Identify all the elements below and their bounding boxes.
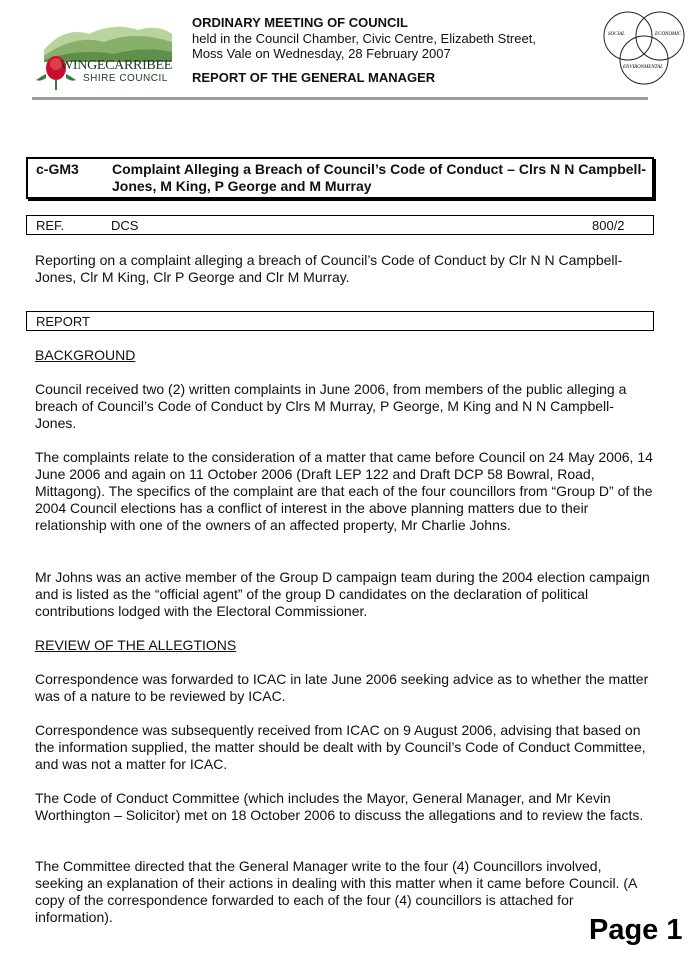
background-heading: BACKGROUND (35, 347, 136, 363)
ref-department: DCS (111, 218, 139, 233)
paragraph-4: Correspondence was forwarded to ICAC in late June 2006 seeking advice as to whether the matter was of a nature to be reviewed by ICAC. (35, 671, 649, 704)
ref-file-number: 800/2 (592, 218, 625, 233)
page-number: Page 1 (589, 914, 683, 946)
report-of-heading: REPORT OF THE GENERAL MANAGER (192, 70, 436, 85)
item-title: Complaint Alleging a Breach of Council’s Code of Conduct – Clrs N N Campbell-Jones, M King, P George and M Murray (112, 161, 646, 194)
venn-social-label: SOCIAL (608, 32, 625, 37)
venn-economic-label: ECONOMIC (655, 32, 682, 37)
sustainability-venn-diagram (598, 8, 690, 88)
paragraph-1: Council received two (2) written complaints in June 2006, from members of the public alleging a breach of Council’s Code of Conduct by Clrs M Murray, P George, M King and N N Campbell-Jones. (35, 381, 627, 431)
item-code: c-GM3 (36, 161, 79, 177)
venue-line-2: Moss Vale on Wednesday, 28 February 2007 (192, 46, 451, 61)
report-label: REPORT (36, 314, 90, 329)
meeting-title: ORDINARY MEETING OF COUNCIL (192, 15, 408, 30)
paragraph-3: Mr Johns was an active member of the Group D campaign team during the 2004 election campaign and is listed as the “official agent” of the group D candidates on the declaration of political contributions lodged with the Electoral Commissioner. (35, 569, 650, 619)
ref-label: REF. (36, 218, 65, 233)
paragraph-6: The Code of Conduct Committee (which includes the Mayor, General Manager, and Mr Kevin Worthington – Solicitor) met on 18 October 2006 to discuss the allegations and to review the facts. (35, 790, 644, 823)
logo-text-line1: WINGECARRIBEE (60, 58, 172, 73)
logo-text-line2: SHIRE COUNCIL (83, 73, 168, 84)
header-divider (32, 97, 648, 100)
review-heading: REVIEW OF THE ALLEGTIONS (35, 637, 237, 653)
venn-environmental-label: ENVIRONMENTAL (623, 65, 663, 70)
venue-line-1: held in the Council Chamber, Civic Centre, Elizabeth Street, (192, 31, 536, 46)
paragraph-2: The complaints relate to the consideration of a matter that came before Council on 24 May 2006, 14 June 2006 and again on 11 October 2006 (Draft LEP 122 and Draft DCP 58 Bowral, Road, Mittagong). The specifics of the complaint are that each of the four councillors from “Group D” of the 2004 Council elections has a conflict of interest in the above planning matters due to their relationship with one of the owners of an affected property, Mr Charlie Johns. (35, 449, 653, 533)
paragraph-7: The Committee directed that the General Manager write to the four (4) Councillors involved, seeking an explanation of their actions in dealing with this matter when it came before Council. (A copy of the correspondence forwarded to each of the four (4) councillors is attached for information). (35, 858, 637, 925)
report-box (26, 311, 654, 331)
summary-paragraph: Reporting on a complaint alleging a breach of Council’s Code of Conduct by Clr N N Campbell-Jones, Clr M King, Clr P George and Clr M Murray. (35, 252, 623, 285)
paragraph-5: Correspondence was subsequently received from ICAC on 9 August 2006, advising that based on the information supplied, the matter should be dealt with by Council’s Code of Conduct Committee, and was not a matter for ICAC. (35, 722, 646, 772)
